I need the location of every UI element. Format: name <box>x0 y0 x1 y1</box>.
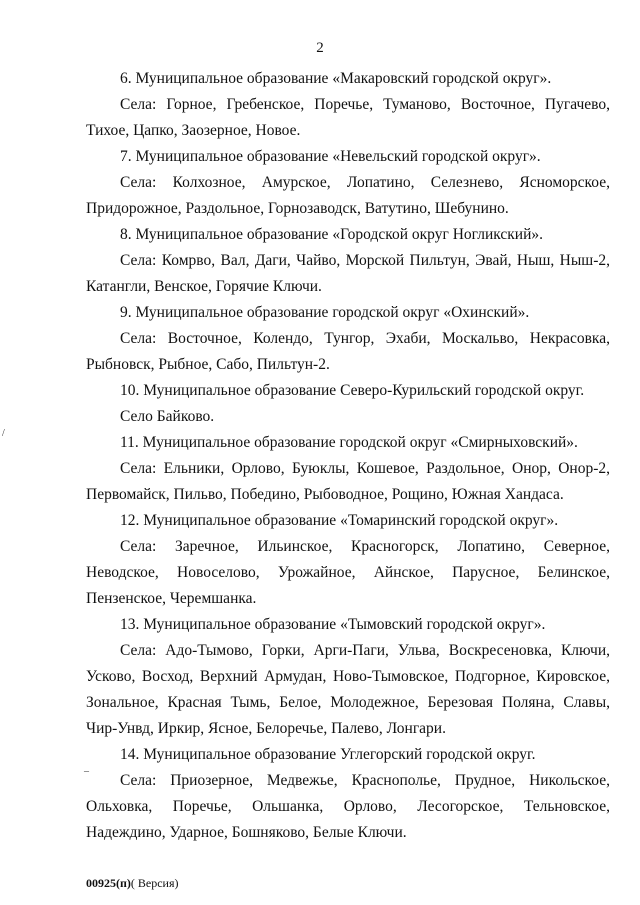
document-code: 00925(п) <box>86 876 131 890</box>
page-number: 2 <box>316 40 324 56</box>
entry-villages: Села: Адо-Тымово, Горки, Арги-Паги, Ульва, Воскресеновка, Ключи, Усково, Восход, Верхний Армудан, Ново-Тымовское, Подгорное, Кировское, Зональное, Красная Тымь, Белое, Молодежное, Березовая Поляна, Славы, Чир-Унвд, Иркир, Ясное, Белоречье, Палево, Лонгари. <box>86 642 610 737</box>
entry-villages: Село Байково. <box>120 408 215 425</box>
entry-heading: 6. Муниципальное образование «Макаровский городской округ». <box>120 70 552 87</box>
entry-heading: 7. Муниципальное образование «Невельский городской округ». <box>120 148 541 165</box>
entry-heading: 13. Муниципальное образование «Тымовский городской округ». <box>120 616 546 633</box>
entry-heading: 8. Муниципальное образование «Городской округ Ногликский». <box>120 226 544 243</box>
document-version: ( Версия) <box>130 876 179 890</box>
margin-mark: – <box>84 766 89 777</box>
entry-villages: Села: Комрво, Вал, Даги, Чайво, Морской Пильтун, Эвай, Ныш, Ныш-2, Катангли, Венское, Горячие Ключи. <box>86 252 610 295</box>
document-footer <box>86 876 179 891</box>
entry-villages: Села: Приозерное, Медвежье, Краснополье, Прудное, Никольское, Ольховка, Поречье, Ольшанка, Орлово, Лесогорское, Тельновское, Надеждино, Ударное, Бошняково, Белые Ключи. <box>86 772 610 841</box>
entry-heading: 9. Муниципальное образование городской округ «Охинский». <box>120 304 530 321</box>
margin-mark: / <box>2 428 5 439</box>
document-body <box>86 66 610 846</box>
entry-villages: Села: Восточное, Колендо, Тунгор, Эхаби, Москальво, Некрасовка, Рыбновск, Рыбное, Сабо, Пильтун-2. <box>86 330 610 373</box>
entry-villages: Села: Горное, Гребенское, Поречье, Туманово, Восточное, Пугачево, Тихое, Цапко, Заозерное, Новое. <box>86 96 610 139</box>
entry-villages: Села: Колхозное, Амурское, Лопатино, Селезнево, Ясноморское, Придорожное, Раздольное, Горнозаводск, Ватутино, Шебунино. <box>86 174 610 217</box>
entry-heading: 14. Муниципальное образование Углегорский городской округ. <box>120 746 536 763</box>
entry-villages: Села: Ельники, Орлово, Буюклы, Кошевое, Раздольное, Онор, Онор-2, Первомайск, Пильво, Победино, Рыбоводное, Рощино, Южная Хандаса. <box>86 460 610 503</box>
entry-heading: 10. Муниципальное образование Северо-Курильский городской округ. <box>120 382 585 399</box>
entry-villages: Села: Заречное, Ильинское, Красногорск, Лопатино, Северное, Неводское, Новоселово, Урожайное, Айнское, Парусное, Белинское, Пензенское, Черемшанка. <box>86 538 610 607</box>
entry-heading: 12. Муниципальное образование «Томаринский городской округ». <box>120 512 559 529</box>
entry-heading: 11. Муниципальное образование городской округ «Смирныховский». <box>120 434 578 451</box>
